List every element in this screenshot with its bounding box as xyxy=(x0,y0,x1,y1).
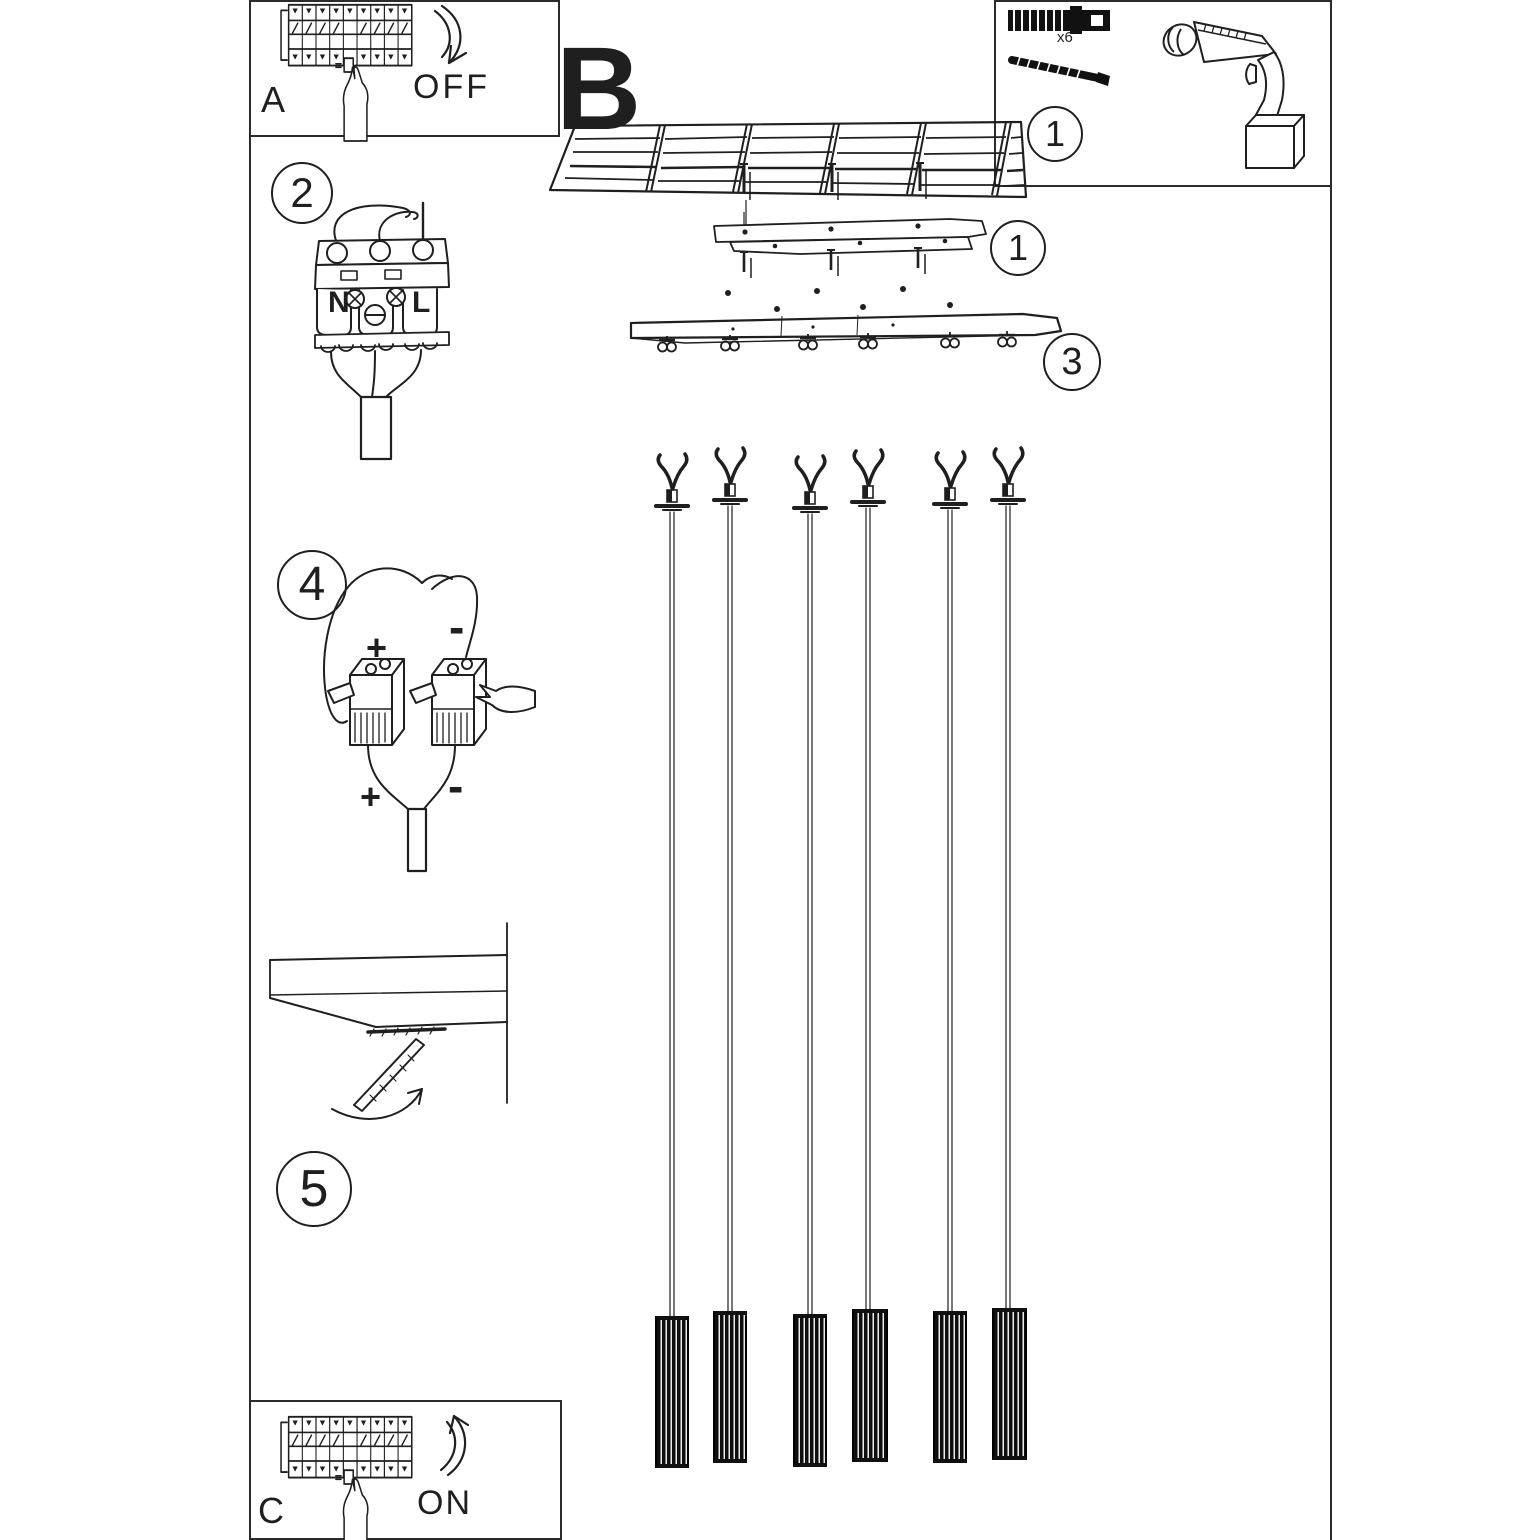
panel-c-label: C xyxy=(258,1490,284,1531)
right-border-rule xyxy=(1330,0,1332,1540)
step-number-wiring: 2 xyxy=(271,162,333,224)
pendant-shade xyxy=(852,1309,888,1462)
cable-hook-icon xyxy=(852,450,884,1309)
polarity-minus-bottom: - xyxy=(448,760,464,812)
drill-icon xyxy=(1158,18,1304,168)
arrow-up-icon xyxy=(441,1416,468,1475)
step-number-canopy: 3 xyxy=(1043,333,1101,391)
connector-block-icon xyxy=(328,659,404,745)
cables-illustration xyxy=(638,428,1038,1316)
breaker-on-illustration xyxy=(262,1407,558,1540)
left-border-rule xyxy=(249,0,251,1540)
polarity-plus-top: + xyxy=(366,627,388,668)
panel-a-label: A xyxy=(261,79,286,120)
cable-hook-icon xyxy=(656,454,688,1316)
canopy-illustration xyxy=(625,283,1065,363)
mounting-bracket-illustration xyxy=(700,212,1000,280)
screw-quantity: x6 xyxy=(1057,29,1073,46)
cable-hook-icon xyxy=(714,448,746,1311)
arrow-down-icon xyxy=(435,6,466,63)
terminal-live-label: L xyxy=(412,286,431,319)
pendant-shade xyxy=(793,1314,827,1467)
pendant-shade xyxy=(655,1316,689,1468)
rod-mounting-illustration xyxy=(258,903,522,1125)
polarity-plus-bottom: + xyxy=(360,776,382,817)
terminal-neutral-label: N xyxy=(328,286,350,319)
terminal-block-illustration xyxy=(255,195,485,465)
panel-c-state: ON xyxy=(417,1484,472,1522)
panel-a-state: OFF xyxy=(413,68,490,106)
step-number-bracket: 1 xyxy=(990,220,1046,276)
pendant-shade xyxy=(992,1308,1027,1460)
cable-hook-icon xyxy=(794,456,826,1314)
screw-icon xyxy=(1012,57,1110,86)
step-number-rod: 5 xyxy=(276,1151,352,1227)
cable-hook-icon xyxy=(992,448,1024,1308)
pendant-shade xyxy=(713,1311,747,1463)
breaker-off-illustration xyxy=(262,2,558,135)
polarity-minus-top: - xyxy=(449,601,465,653)
pendant-shade xyxy=(933,1311,967,1463)
step-number-parts: 1 xyxy=(1027,106,1083,162)
connectors-illustration xyxy=(270,545,535,883)
cable-hook-icon xyxy=(934,452,966,1311)
panel-b-label: B xyxy=(556,23,642,155)
connector-block-icon xyxy=(410,659,486,745)
flange-icon xyxy=(368,1027,445,1036)
step-number-connectors: 4 xyxy=(277,550,347,620)
